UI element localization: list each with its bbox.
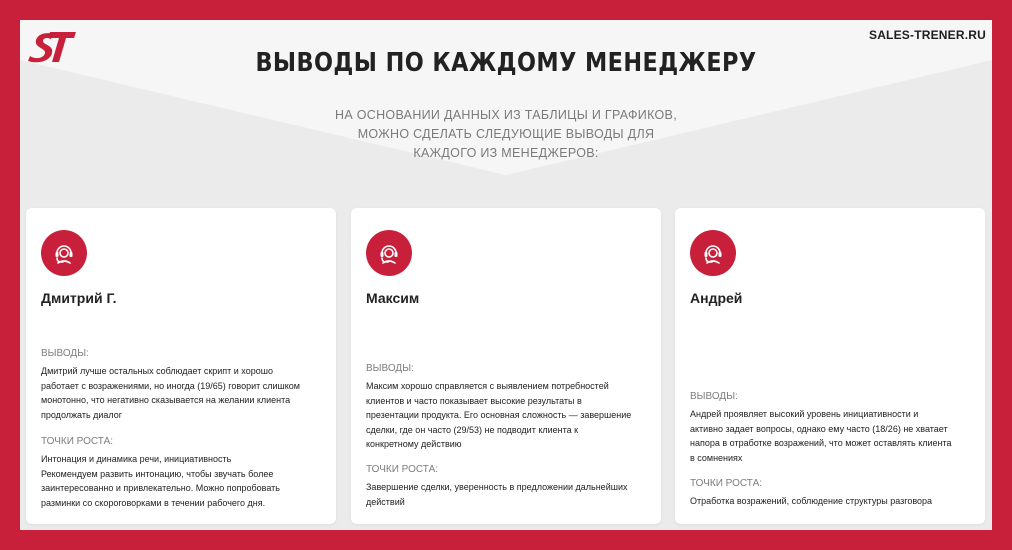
manager-name: Дмитрий Г. [41,290,117,306]
conclusions-text: Дмитрий лучше остальных соблюдает скрипт и хорошо работает с возражениями, но иногда (19/65) говорит слишком монотонно, что негативно сказывается на желании клиента продолжать диалог [41,366,300,420]
headset-operator-icon [366,230,412,276]
conclusions-section [690,391,975,465]
growth-label: ТОЧКИ РОСТА: [41,436,114,447]
conclusions-text: Андрей проявляет высокий уровень инициативности и активно задает вопросы, однако ему часто (18/26) не хватает напора в отработке возражений, что может оставлять клиента в сомнениях [690,409,952,463]
growth-label: ТОЧКИ РОСТА: [690,478,763,489]
conclusions-text: Максим хорошо справляется с выявлением потребностей клиентов и часто показывает высокие результаты в презентации продукта. Его основная сложность — завершение сделки, где он часто (29/53) не подводит клиента к конкретному действию [366,381,632,449]
manager-name: Максим [366,290,420,306]
headset-operator-icon [41,230,87,276]
growth-text: Завершение сделки, уверенность в предложении дальнейших действий [366,482,628,507]
growth-label: ТОЧКИ РОСТА: [366,464,439,475]
growth-text: Интонация и динамика речи, инициативность Рекомендуем развить интонацию, чтобы звучать более заинтересованно и привлекательно. Можно попробовать разминки со скороговорками в течении рабочего дня. [41,454,280,508]
growth-section [366,464,651,509]
manager-name: Андрей [690,290,743,306]
page-title: ВЫВОДЫ ПО КАЖДОМУ МЕНЕДЖЕРУ [255,48,757,78]
manager-card-dmitry [26,208,336,524]
slide-frame [20,20,992,530]
st-logo [26,26,78,68]
conclusions-label: ВЫВОДЫ: [366,363,414,374]
conclusions-section [366,363,651,452]
growth-section [41,436,326,510]
growth-section [690,478,975,509]
conclusions-label: ВЫВОДЫ: [690,391,738,402]
site-url[interactable]: SALES-TRENER.RU [868,28,986,42]
manager-card-andrey [675,208,985,524]
page-subtitle: НА ОСНОВАНИИ ДАННЫХ ИЗ ТАБЛИЦЫ И ГРАФИКОВ, МОЖНО СДЕЛАТЬ СЛЕДУЮЩИЕ ВЫВОДЫ ДЛЯ КАЖДОГО ИЗ МЕНЕДЖЕРОВ: [335,108,677,160]
conclusions-label: ВЫВОДЫ: [41,348,89,359]
conclusions-section [41,348,326,422]
manager-card-maxim [351,208,661,524]
headset-operator-icon [690,230,736,276]
growth-text: Отработка возражений, соблюдение структуры разговора [690,496,933,506]
